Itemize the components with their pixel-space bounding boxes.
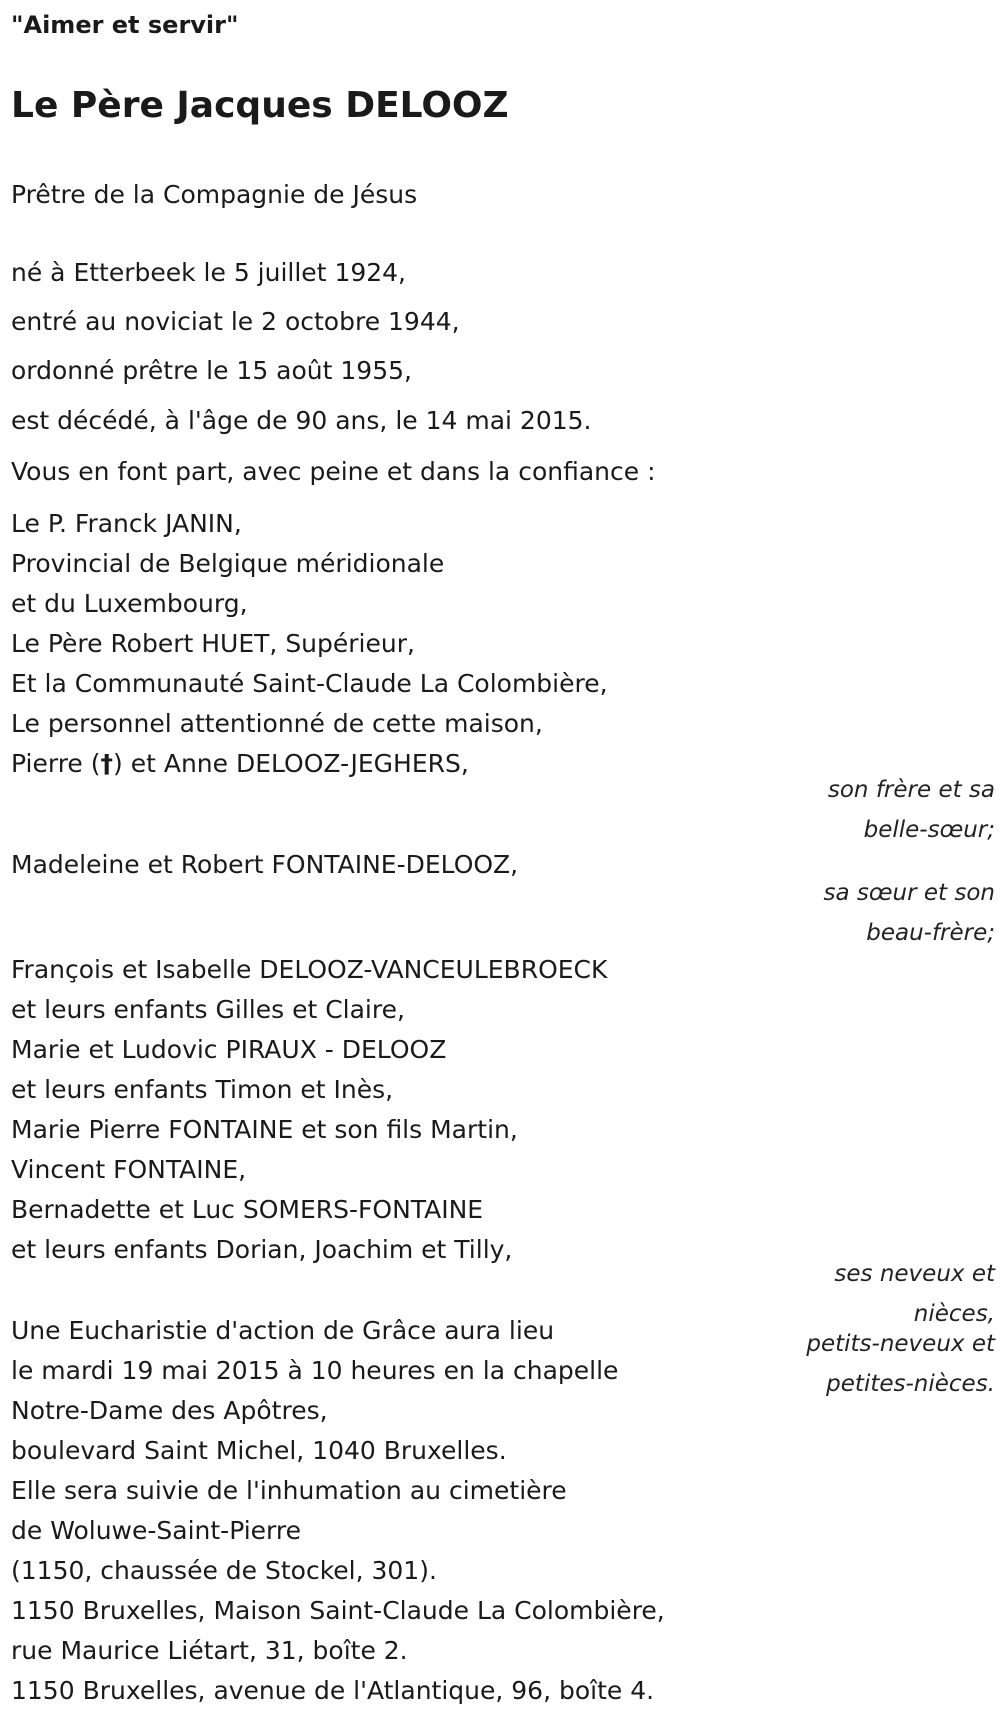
community-line: Et la Communauté Saint-Claude La Colombière, bbox=[11, 669, 608, 698]
relation-note-line: petits-neveux et bbox=[806, 1331, 995, 1357]
nephew-line: Marie Pierre FONTAINE et son fils Martin, bbox=[11, 1115, 518, 1144]
ceremony-line: boulevard Saint Michel, 1040 Bruxelles. bbox=[11, 1436, 507, 1465]
relation-note-line: petites-nièces. bbox=[826, 1371, 995, 1397]
bio-line: ordonné prêtre le 15 août 1955, bbox=[11, 356, 412, 385]
ceremony-line: Elle sera suivie de l'inhumation au cimetière bbox=[11, 1476, 567, 1505]
address-line: 1150 Bruxelles, Maison Saint-Claude La Colombière, bbox=[11, 1596, 665, 1625]
religious-title: Prêtre de la Compagnie de Jésus bbox=[11, 180, 418, 209]
address-line: 1150 Bruxelles, avenue de l'Atlantique, 96, boîte 4. bbox=[11, 1676, 655, 1705]
nephew-line: et leurs enfants Timon et Inès, bbox=[11, 1075, 394, 1104]
ceremony-line: Notre-Dame des Apôtres, bbox=[11, 1396, 328, 1425]
nephew-line: Bernadette et Luc SOMERS-FONTAINE bbox=[11, 1195, 484, 1224]
community-line: et du Luxembourg, bbox=[11, 589, 248, 618]
nephew-line: Vincent FONTAINE, bbox=[11, 1155, 247, 1184]
brother-line bbox=[11, 749, 469, 779]
relation-note-nephews bbox=[834, 1260, 995, 1328]
nephew-line: François et Isabelle DELOOZ-VANCEULEBROECK bbox=[11, 955, 608, 984]
community-line: Le personnel attentionné de cette maison, bbox=[11, 709, 543, 738]
community-line: Provincial de Belgique méridionale bbox=[11, 549, 445, 578]
brother-name-end: ) et Anne DELOOZ-JEGHERS, bbox=[113, 749, 469, 778]
motto: "Aimer et servir" bbox=[11, 11, 239, 39]
nephew-line: Marie et Ludovic PIRAUX - DELOOZ bbox=[11, 1035, 447, 1064]
bio-line: né à Etterbeek le 5 juillet 1924, bbox=[11, 258, 407, 287]
nephew-line: et leurs enfants Gilles et Claire, bbox=[11, 995, 405, 1024]
relation-note-grand-nephews bbox=[806, 1330, 995, 1398]
ceremony-line: (1150, chaussée de Stockel, 301). bbox=[11, 1556, 437, 1585]
ceremony-line: de Woluwe-Saint-Pierre bbox=[11, 1516, 301, 1545]
bio-line: est décédé, à l'âge de 90 ans, le 14 mai 2015. bbox=[11, 406, 592, 435]
relation-note-line: sa sœur et son bbox=[823, 880, 995, 906]
ceremony-line: Une Eucharistie d'action de Grâce aura lieu bbox=[11, 1316, 555, 1345]
deceased-name: Le Père Jacques DELOOZ bbox=[11, 85, 509, 126]
relation-note-line: beau-frère; bbox=[866, 920, 995, 946]
relation-note-line: son frère et sa bbox=[827, 777, 995, 803]
relation-note-sister bbox=[824, 879, 995, 947]
relation-note-line: nièces, bbox=[913, 1301, 995, 1327]
community-line: Le Père Robert HUET, Supérieur, bbox=[11, 629, 415, 658]
sister-line: Madeleine et Robert FONTAINE-DELOOZ, bbox=[11, 850, 519, 879]
nephew-line: et leurs enfants Dorian, Joachim et Tilly, bbox=[11, 1235, 513, 1264]
brother-name-start: Pierre ( bbox=[11, 749, 101, 778]
address-line: rue Maurice Liétart, 31, boîte 2. bbox=[11, 1636, 408, 1665]
relation-note-line: belle-sœur; bbox=[863, 817, 995, 843]
announcement: Vous en font part, avec peine et dans la confiance : bbox=[11, 457, 656, 486]
ceremony-line: le mardi 19 mai 2015 à 10 heures en la chapelle bbox=[11, 1356, 619, 1385]
bio-line: entré au noviciat le 2 octobre 1944, bbox=[11, 307, 460, 336]
community-line: Le P. Franck JANIN, bbox=[11, 509, 242, 538]
cross-icon: † bbox=[100, 749, 114, 778]
relation-note-line: ses neveux et bbox=[834, 1261, 995, 1287]
relation-note-brother bbox=[828, 776, 995, 844]
